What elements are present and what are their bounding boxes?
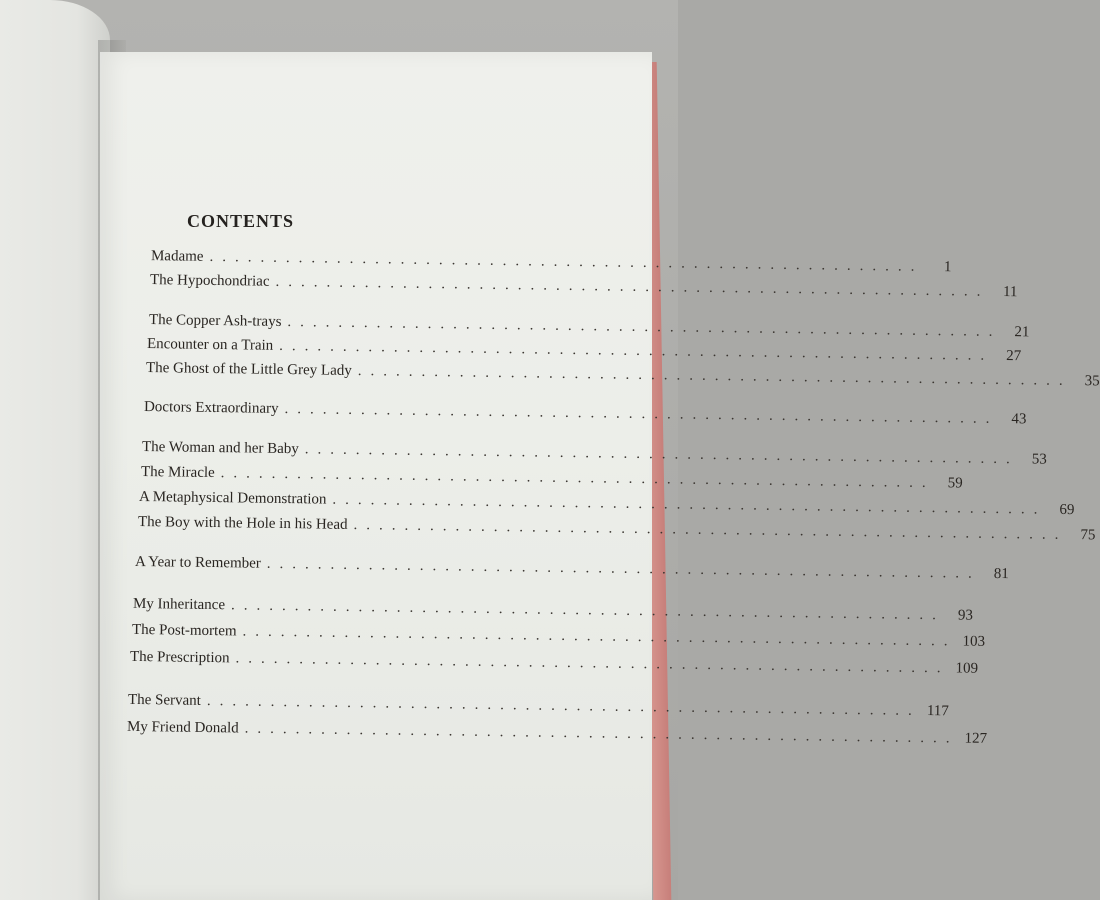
leader-dots: ........................................................ bbox=[266, 555, 981, 582]
toc-entry bbox=[143, 398, 1027, 428]
toc-entry bbox=[145, 359, 1100, 390]
leader-dots: ........................................................ bbox=[287, 313, 1002, 340]
toc-entry-page: 35 bbox=[1084, 373, 1100, 390]
leader-dots: ........................................................ bbox=[357, 362, 1072, 389]
leader-dots: ........................................................ bbox=[353, 516, 1068, 543]
toc-entry-title: My Friend Donald bbox=[126, 718, 239, 737]
leader-dots: ........................................................ bbox=[284, 400, 999, 427]
toc-entry bbox=[150, 247, 952, 276]
toc-entry-title: The Boy with the Hole in his Head bbox=[137, 513, 348, 533]
toc-entry-page: 11 bbox=[1002, 283, 1018, 301]
toc-entry-page: 53 bbox=[1031, 451, 1047, 468]
leader-dots: ........................................................ bbox=[206, 692, 921, 719]
toc-entry-page: 69 bbox=[1059, 501, 1075, 519]
leader-dots: ........................................................ bbox=[244, 720, 959, 747]
toc-entry-title: The Miracle bbox=[140, 463, 215, 482]
toc-entry bbox=[141, 438, 1047, 468]
leader-dots: ........................................................ bbox=[220, 465, 935, 492]
toc-entry-title: The Prescription bbox=[129, 648, 230, 667]
toc-entry-title: The Hypochondriac bbox=[149, 272, 270, 290]
toc-entry-title: Encounter on a Train bbox=[146, 336, 274, 354]
toc-entry-page: 93 bbox=[957, 607, 974, 624]
leader-dots: ........................................................ bbox=[332, 491, 1047, 518]
toc-entry-title: A Metaphysical Demonstration bbox=[138, 488, 327, 508]
leader-dots: ........................................................ bbox=[209, 248, 924, 275]
toc-entry bbox=[127, 691, 949, 720]
toc-entry-title: The Ghost of the Little Grey Lady bbox=[145, 360, 352, 379]
toc-entry bbox=[146, 335, 1022, 365]
toc-entry-title: Doctors Extraordinary bbox=[143, 399, 279, 417]
toc-entry bbox=[138, 488, 1075, 519]
toc-entry bbox=[148, 311, 1030, 341]
toc-entry-page: 1 bbox=[943, 259, 952, 276]
toc-entry bbox=[149, 271, 1018, 301]
toc-entry bbox=[131, 621, 986, 650]
toc-entry-page: 21 bbox=[1014, 324, 1030, 341]
toc-entry bbox=[132, 595, 974, 624]
toc-entry-page: 103 bbox=[962, 633, 986, 650]
toc-entry bbox=[129, 648, 979, 677]
contents-heading: CONTENTS bbox=[187, 211, 295, 231]
toc-entry-page: 43 bbox=[1011, 411, 1027, 428]
toc-entry-title: Madame bbox=[150, 248, 204, 265]
toc-entry-page: 127 bbox=[964, 730, 988, 747]
toc-entry-page: 27 bbox=[1006, 348, 1022, 365]
leader-dots: ........................................................ bbox=[275, 273, 990, 300]
toc-entry bbox=[134, 553, 1009, 583]
toc-entry-title: The Copper Ash-trays bbox=[148, 312, 282, 330]
toc-entry-title: The Servant bbox=[127, 691, 202, 709]
toc-entry-page: 75 bbox=[1080, 527, 1096, 544]
toc-entry-title: The Post-mortem bbox=[131, 621, 237, 640]
leader-dots: ........................................................ bbox=[242, 623, 957, 650]
leader-dots: ........................................................ bbox=[304, 441, 1019, 468]
leader-dots: ........................................................ bbox=[230, 597, 946, 624]
toc-entry-title: My Inheritance bbox=[132, 595, 226, 614]
toc-entry-page: 59 bbox=[947, 475, 963, 492]
toc-entry-title: A Year to Remember bbox=[134, 553, 261, 572]
leader-dots: ........................................................ bbox=[235, 650, 950, 677]
leader-dots: ........................................................ bbox=[279, 337, 994, 364]
toc-entry bbox=[137, 513, 1096, 544]
toc-entry bbox=[126, 718, 988, 747]
toc-entry bbox=[140, 463, 963, 492]
toc-entry-page: 81 bbox=[993, 565, 1009, 583]
toc-entry-page: 109 bbox=[955, 660, 979, 677]
toc-entry-title: The Woman and her Baby bbox=[141, 439, 299, 458]
toc-entry-page: 117 bbox=[926, 703, 949, 720]
